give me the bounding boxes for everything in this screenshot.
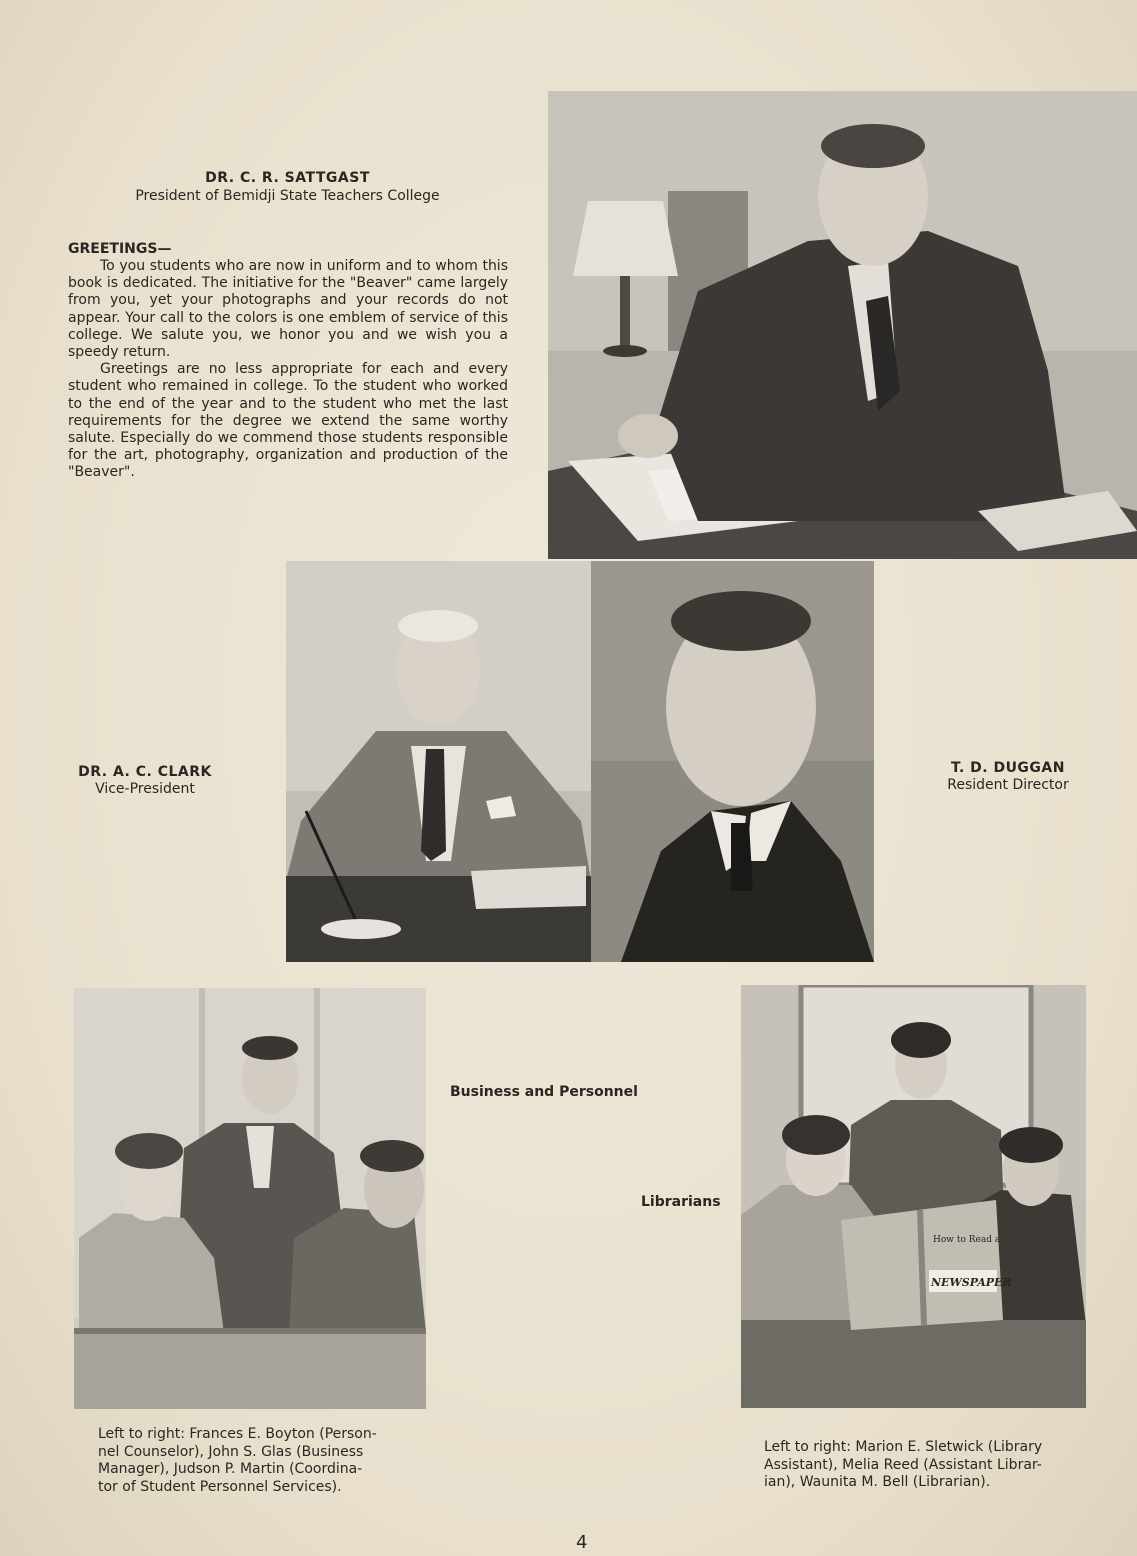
librarians-section-label: Librarians	[641, 1194, 721, 1210]
book-cover-line-2: NEWSPAPER	[931, 1276, 1012, 1289]
greetings-heading: GREETINGS—	[68, 241, 172, 257]
librarians-caption-line-1: Left to right: Marion E. Sletwick (Library	[764, 1439, 1043, 1455]
business-caption-line-3: Manager), Judson P. Martin (Coordina-	[98, 1461, 363, 1477]
vice-president-title: Vice-President	[95, 781, 195, 797]
page-number: 4	[576, 1532, 588, 1553]
librarians-caption-line-2: Assistant), Melia Reed (Assistant Librar-	[764, 1456, 1042, 1473]
book-cover-line-1: How to Read a	[933, 1235, 1001, 1245]
business-section-label: Business and Personnel	[450, 1084, 638, 1100]
resident-director-photo	[591, 561, 874, 962]
librarians-caption	[764, 1439, 1084, 1492]
president-name: DR. C. R. SATTGAST	[205, 170, 370, 186]
business-caption-line-4: tor of Student Personnel Services).	[98, 1478, 342, 1495]
president-title: President of Bemidji State Teachers College	[135, 188, 440, 204]
president-photo	[548, 91, 1137, 559]
resident-director-title: Resident Director	[947, 777, 1069, 793]
vice-president-photo	[286, 561, 591, 962]
vice-president-name: DR. A. C. CLARK	[78, 764, 212, 780]
greetings-body	[68, 258, 508, 482]
business-caption-line-1: Left to right: Frances E. Boyton (Person-	[98, 1426, 377, 1442]
business-staff-caption	[98, 1426, 418, 1496]
greetings-paragraph-1: To you students who are now in uniform and to whom this book is dedicated. The initiative for the "Beaver" came largely from you, yet your photographs and your records do not appear. Your call to the colors is one emblem of service of this college. We salute you, we honor you and we wish you a speedy return.	[68, 258, 508, 361]
greetings-paragraph-2: Greetings are no less appropriate for each and every student who remained in college. To the student who worked to the end of the year and to the student who met the last requirements for the degree we extend the same worthy salute. Especially do we commend those students responsible for the art, photography, organization and production of the "Beaver".	[68, 361, 508, 481]
librarians-photo	[741, 985, 1086, 1408]
librarians-caption-line-3: ian), Waunita M. Bell (Librarian).	[764, 1474, 991, 1490]
business-staff-photo	[74, 988, 426, 1409]
business-caption-line-2: nel Counselor), John S. Glas (Business	[98, 1443, 364, 1460]
resident-director-name: T. D. DUGGAN	[951, 760, 1065, 776]
